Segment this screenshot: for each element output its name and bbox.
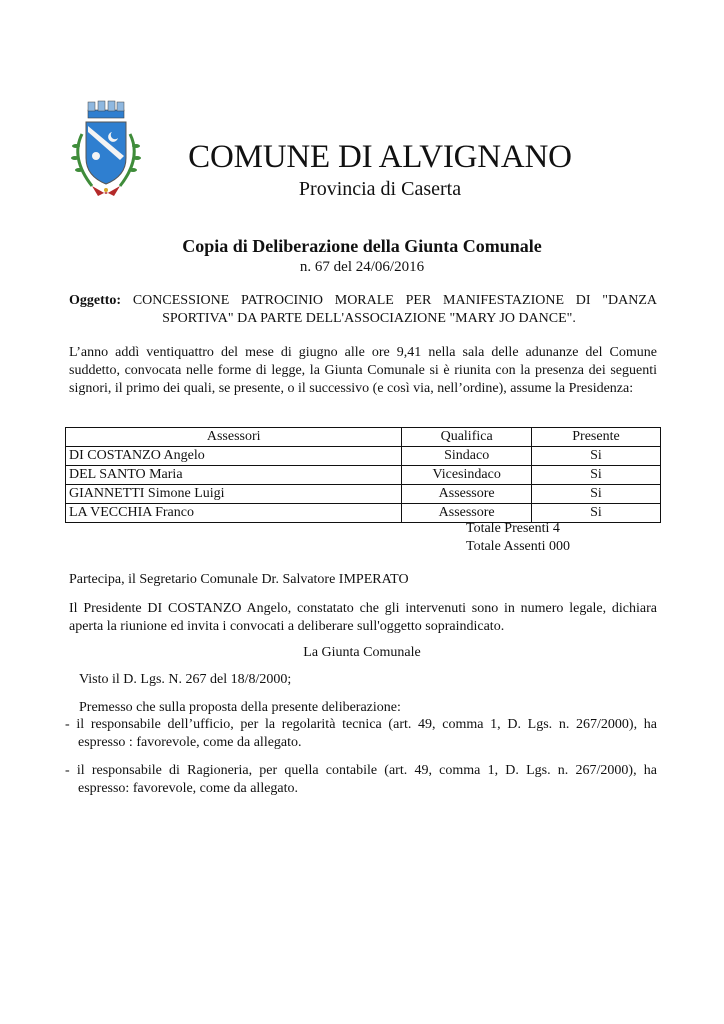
- subject-label: Oggetto:: [69, 293, 122, 308]
- table-row: [66, 447, 661, 466]
- subject-line-2: SPORTIVA" DA PARTE DELL'ASSOCIAZIONE "MARY JO DANCE".: [162, 311, 576, 326]
- list-item-line-1: - il responsabile di Ragioneria, per quella contabile (art. 49, comma 1, D. Lgs. n. 267/2000), ha: [65, 763, 657, 778]
- attendance-table: [65, 427, 661, 523]
- cell-present: Si: [531, 504, 660, 523]
- municipal-crest-icon: [62, 98, 150, 202]
- list-item-line-2: espresso : favorevole, come da allegato.: [78, 735, 302, 750]
- cell-role: Sindaco: [402, 447, 532, 466]
- table-header-row: [66, 428, 661, 447]
- list-item-line-2: espresso: favorevole, come da allegato.: [78, 781, 299, 796]
- cell-role: Vicesindaco: [402, 466, 532, 485]
- subject-line-1: [69, 292, 657, 310]
- cell-name: GIANNETTI Simone Luigi: [66, 485, 402, 504]
- list-item: [65, 762, 657, 798]
- premesso-paragraph: Premesso che sulla proposta della presente deliberazione:: [79, 700, 401, 715]
- visto-paragraph: Visto il D. Lgs. N. 267 del 18/8/2000;: [79, 672, 292, 687]
- list-item-line-1: - il responsabile dell’ufficio, per la regolarità tecnica (art. 49, comma 1, D. Lgs. n. 267/2000), ha: [65, 717, 657, 732]
- total-present: Totale Presenti 4: [466, 521, 560, 536]
- document-title: Copia di Deliberazione della Giunta Comunale: [182, 236, 542, 256]
- cell-name: DEL SANTO Maria: [66, 466, 402, 485]
- intro-paragraph: L’anno addì ventiquattro del mese di giugno alle ore 9,41 nella sala delle adunanze del Comune suddetto, convocata nelle forme di legge, la Giunta Comunale si è riunita con la presenza dei seguenti signori, il primo dei quali, se presente, o il successivo (e così via, nell’ordine), assume la Presidenza:: [69, 345, 657, 396]
- cell-role: Assessore: [402, 485, 532, 504]
- cell-present: Si: [531, 466, 660, 485]
- province-subtitle: Provincia di Caserta: [298, 178, 462, 200]
- cell-present: Si: [531, 447, 660, 466]
- header-assessori: Assessori: [66, 428, 402, 447]
- president-paragraph: Il Presidente DI COSTANZO Angelo, constatato che gli intervenuti sono in numero legale, dichiara aperta la riunione ed invita i convocati a deliberare sull'oggetto sopraindicato.: [69, 601, 657, 634]
- subject-text-1: CONCESSIONE PATROCINIO MORALE PER MANIFESTAZIONE DI "DANZA: [132, 293, 657, 308]
- header-presente: Presente: [531, 428, 660, 447]
- municipality-title: COMUNE DI ALVIGNANO: [188, 139, 572, 175]
- cell-name: LA VECCHIA Franco: [66, 504, 402, 523]
- list-item: [65, 716, 657, 752]
- total-absent: Totale Assenti 000: [466, 539, 571, 554]
- header-qualifica: Qualifica: [402, 428, 532, 447]
- subject-block: [69, 292, 657, 328]
- table-row: [66, 466, 661, 485]
- table-row: [66, 504, 661, 523]
- cell-present: Si: [531, 485, 660, 504]
- cell-role: Assessore: [402, 504, 532, 523]
- document-number: n. 67 del 24/06/2016: [299, 259, 425, 275]
- table-row: [66, 485, 661, 504]
- secretary-paragraph: Partecipa, il Segretario Comunale Dr. Salvatore IMPERATO: [69, 572, 409, 587]
- giunta-heading: La Giunta Comunale: [303, 645, 421, 660]
- cell-name: DI COSTANZO Angelo: [66, 447, 402, 466]
